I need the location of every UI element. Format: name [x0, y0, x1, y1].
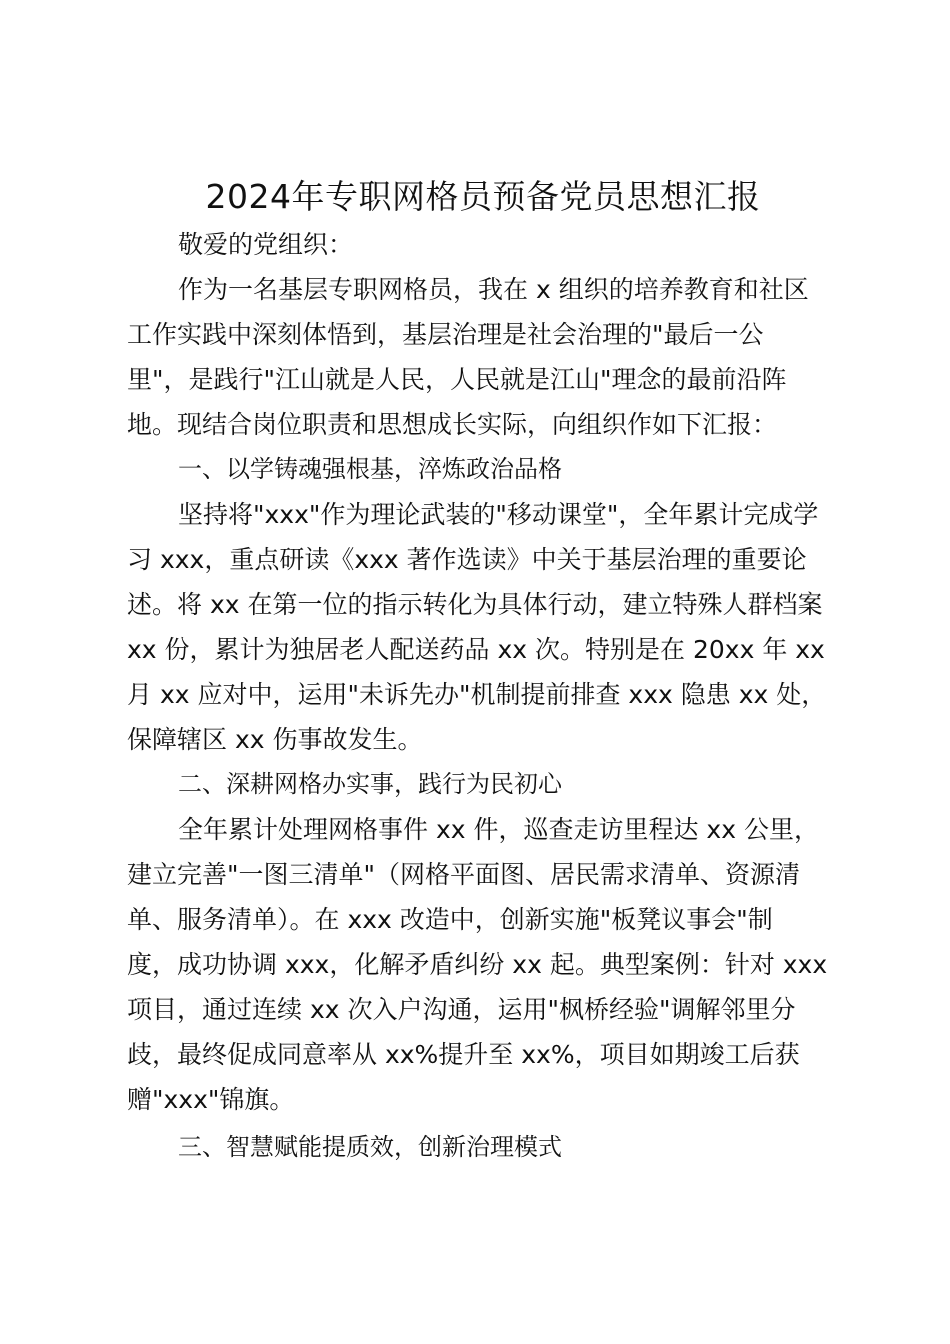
paragraph-line: 全年累计处理网格事件 xx 件，巡查走访里程达 xx 公里，: [178, 815, 819, 844]
paragraph-line: 保障辖区 xx 伤事故发生。: [127, 725, 423, 754]
paragraph-line: 歧，最终促成同意率从 xx%提升至 xx%，项目如期竣工后获: [127, 1040, 800, 1069]
paragraph-line: 度，成功协调 xxx，化解矛盾纠纷 xx 起。典型案例：针对 xxx: [127, 950, 828, 979]
paragraph-line: 项目，通过连续 xx 次入户沟通，运用"枫桥经验"调解邻里分: [127, 995, 796, 1024]
salutation: 敬爱的党组织：: [178, 230, 354, 259]
section-1-paragraph: [127, 492, 839, 762]
section-2-paragraph: [127, 807, 839, 1122]
intro-paragraph: [127, 267, 839, 447]
paragraph-line: 地。现结合岗位职责和思想成长实际，向组织作如下汇报：: [127, 410, 778, 439]
paragraph-line: 月 xx 应对中，运用"未诉先办"机制提前排查 xxx 隐患 xx 处，: [127, 680, 827, 709]
document-body: [127, 172, 839, 1170]
paragraph-line: 作为一名基层专职网格员，我在 x 组织的培养教育和社区: [178, 275, 809, 304]
section-heading-2: 二、深耕网格办实事，践行为民初心: [178, 770, 562, 798]
paragraph-line: xx 份，累计为独居老人配送药品 xx 次。特别是在 20xx 年 xx: [127, 635, 825, 664]
section-heading-3: 三、智慧赋能提质效，创新治理模式: [178, 1133, 562, 1161]
paragraph-line: 单、服务清单）。在 xxx 改造中，创新实施"板凳议事会"制: [127, 905, 773, 934]
paragraph-line: 工作实践中深刻体悟到，基层治理是社会治理的"最后一公: [127, 320, 764, 349]
paragraph-line: 习 xxx，重点研读《xxx 著作选读》中关于基层治理的重要论: [127, 545, 807, 574]
paragraph-line: 里"，是践行"江山就是人民，人民就是江山"理念的最前沿阵: [127, 365, 787, 394]
paragraph-line: 赠"xxx"锦旗。: [127, 1085, 295, 1114]
section-heading-1: 一、以学铸魂强根基，淬炼政治品格: [178, 455, 562, 483]
paragraph-line: 坚持将"xxx"作为理论武装的"移动课堂"，全年累计完成学: [178, 500, 819, 529]
document-title: 2024年专职网格员预备党员思想汇报: [205, 177, 761, 216]
paragraph-line: 建立完善"一图三清单"（网格平面图、居民需求清单、资源清: [127, 860, 801, 889]
paragraph-line: 述。将 xx 在第一位的指示转化为具体行动，建立特殊人群档案: [127, 590, 823, 619]
